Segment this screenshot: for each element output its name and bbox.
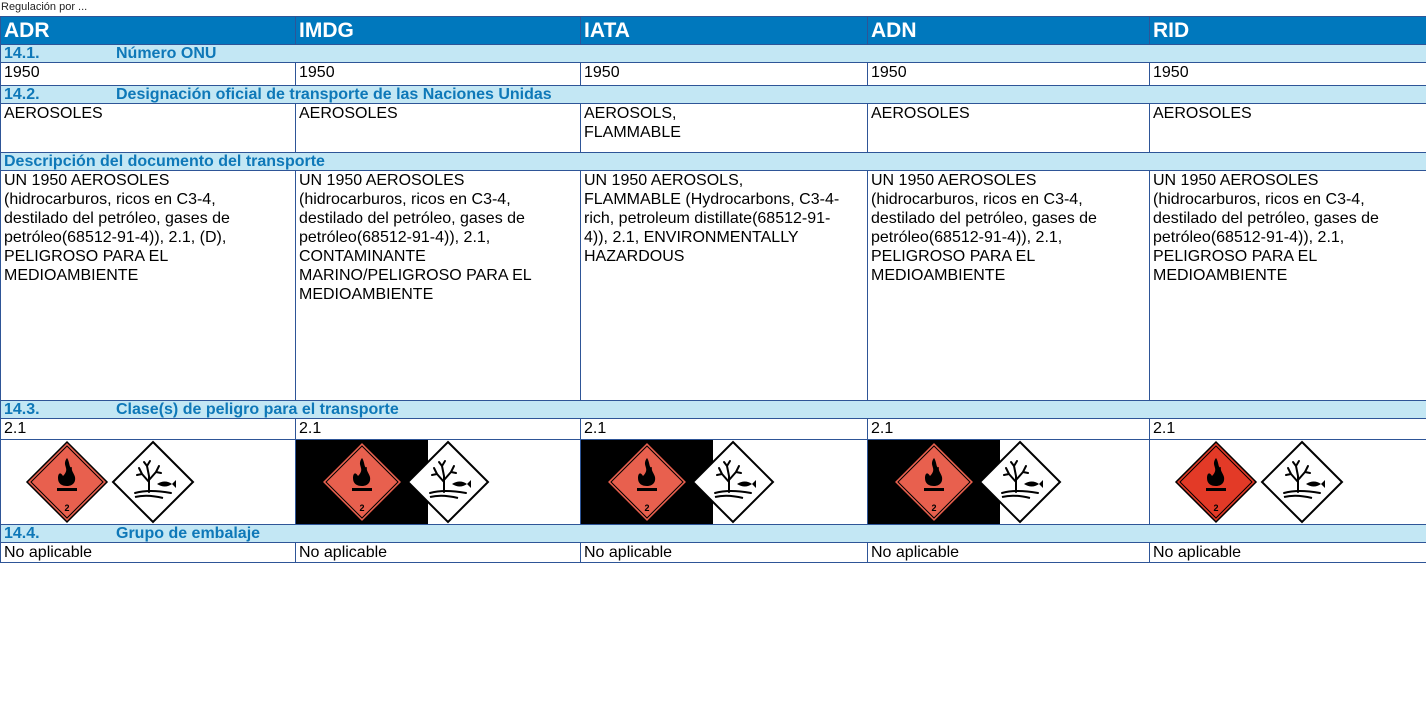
packing-group-row — [1, 543, 1426, 563]
table-cell: AEROSOLES — [868, 104, 1150, 153]
flammable-gas-pictogram — [605, 440, 689, 524]
pictogram-cell — [296, 440, 581, 525]
column-header-adn: ADN — [868, 17, 1150, 45]
table-cell: AEROSOLES — [296, 104, 581, 153]
section-number: 14.2. — [4, 86, 40, 103]
column-header-iata: IATA — [581, 17, 868, 45]
section-number: 14.4. — [4, 525, 40, 542]
caption: Regulación por ... — [1, 1, 88, 13]
environment-hazard-pictogram — [111, 440, 195, 524]
table-cell: 2.1 — [1, 419, 296, 440]
hazard-class-row — [1, 419, 1426, 440]
section-hazard-class — [1, 401, 1426, 419]
environment-hazard-pictogram — [978, 440, 1062, 524]
table-cell: No aplicable — [581, 543, 868, 563]
section-title: Clase(s) de peligro para el transporte — [116, 401, 399, 418]
environment-label — [1260, 440, 1344, 525]
pictogram-set — [1, 440, 295, 524]
flammable-label — [320, 440, 404, 525]
doc-description-row — [1, 171, 1426, 401]
section-title: Descripción del documento del transporte — [1, 153, 1426, 171]
table-cell: No aplicable — [1, 543, 296, 563]
section-title: Designación oficial de transporte de las Naciones Unidas — [116, 86, 552, 103]
pictogram-set — [581, 440, 867, 524]
environment-label — [691, 440, 775, 525]
environment-hazard-pictogram — [691, 440, 775, 524]
pictogram-cell — [1150, 440, 1426, 525]
table-cell: 1950 — [868, 63, 1150, 86]
table-cell: 2.1 — [1150, 419, 1426, 440]
table-cell: 2.1 — [296, 419, 581, 440]
section-shipping-name — [1, 86, 1426, 104]
flammable-label — [605, 440, 689, 525]
pictogram-set — [1150, 440, 1426, 524]
column-header-rid: RID — [1150, 17, 1426, 45]
section-un-number — [1, 45, 1426, 63]
table-cell: UN 1950 AEROSOLES (hidrocarburos, ricos en C3-4, destilado del petróleo, gases de petróleo(68512-91-4)), 2.1, PELIGROSO PARA EL MEDIOAMBIENTE — [1150, 171, 1426, 401]
flammable-gas-pictogram — [320, 440, 404, 524]
section-packing-group — [1, 525, 1426, 543]
environment-hazard-pictogram — [406, 440, 490, 524]
table-cell: AEROSOLES — [1150, 104, 1426, 153]
table-cell: 2.1 — [581, 419, 868, 440]
table-cell: UN 1950 AEROSOLES (hidrocarburos, ricos en C3-4, destilado del petróleo, gases de petróleo(68512-91-4)), 2.1, CONTAMINANTE MARINO/PELIGROSO PARA EL MEDIOAMBIENTE — [296, 171, 581, 401]
table-cell: AEROSOLS, FLAMMABLE — [581, 104, 868, 153]
table-cell: 1950 — [1150, 63, 1426, 86]
column-header-imdg: IMDG — [296, 17, 581, 45]
un-number-row — [1, 63, 1426, 86]
table-cell: UN 1950 AEROSOLES (hidrocarburos, ricos en C3-4, destilado del petróleo, gases de petróleo(68512-91-4)), 2.1, (D), PELIGROSO PARA EL MEDIOAMBIENTE — [1, 171, 296, 401]
environment-label — [111, 440, 195, 525]
flammable-gas-pictogram — [25, 440, 109, 524]
pictogram-cell — [581, 440, 868, 525]
environment-label — [978, 440, 1062, 525]
pictogram-cell — [1, 440, 296, 525]
table-cell: UN 1950 AEROSOLES (hidrocarburos, ricos en C3-4, destilado del petróleo, gases de petróleo(68512-91-4)), 2.1, PELIGROSO PARA EL MEDIOAMBIENTE — [868, 171, 1150, 401]
header-row — [1, 17, 1426, 45]
class-number: 2 — [931, 503, 937, 513]
table-cell: AEROSOLES — [1, 104, 296, 153]
environment-hazard-pictogram — [1260, 440, 1344, 524]
table-cell: 1950 — [296, 63, 581, 86]
table-cell: 1950 — [581, 63, 868, 86]
section-doc-description — [1, 153, 1426, 171]
flammable-label — [25, 440, 109, 525]
table-cell: 1950 — [1, 63, 296, 86]
class-number: 2 — [359, 503, 365, 513]
pictogram-set — [868, 440, 1149, 524]
pictogram-cell — [868, 440, 1150, 525]
class-number: 2 — [1213, 503, 1219, 513]
shipping-name-row — [1, 104, 1426, 153]
class-number: 2 — [64, 503, 70, 513]
table-cell: No aplicable — [296, 543, 581, 563]
table-cell: No aplicable — [868, 543, 1150, 563]
section-title: Grupo de embalaje — [116, 525, 261, 542]
class-number: 2 — [644, 503, 650, 513]
pictogram-set — [296, 440, 580, 524]
flammable-gas-pictogram — [1174, 440, 1258, 524]
table-cell: UN 1950 AEROSOLS, FLAMMABLE (Hydrocarbons, C3-4-rich, petroleum distillate(68512-91-4)), 2.1, ENVIRONMENTALLY HAZARDOUS — [581, 171, 868, 401]
table-cell: No aplicable — [1150, 543, 1426, 563]
section-number: 14.1. — [4, 45, 40, 62]
transport-table — [0, 16, 1426, 563]
flammable-label — [1174, 440, 1258, 525]
section-title: Número ONU — [116, 45, 217, 62]
table-cell: 2.1 — [868, 419, 1150, 440]
pictogram-row — [1, 440, 1426, 525]
flammable-label — [892, 440, 976, 525]
column-header-adr: ADR — [1, 17, 296, 45]
flammable-gas-pictogram — [892, 440, 976, 524]
section-number: 14.3. — [4, 401, 40, 418]
environment-label — [406, 440, 490, 525]
